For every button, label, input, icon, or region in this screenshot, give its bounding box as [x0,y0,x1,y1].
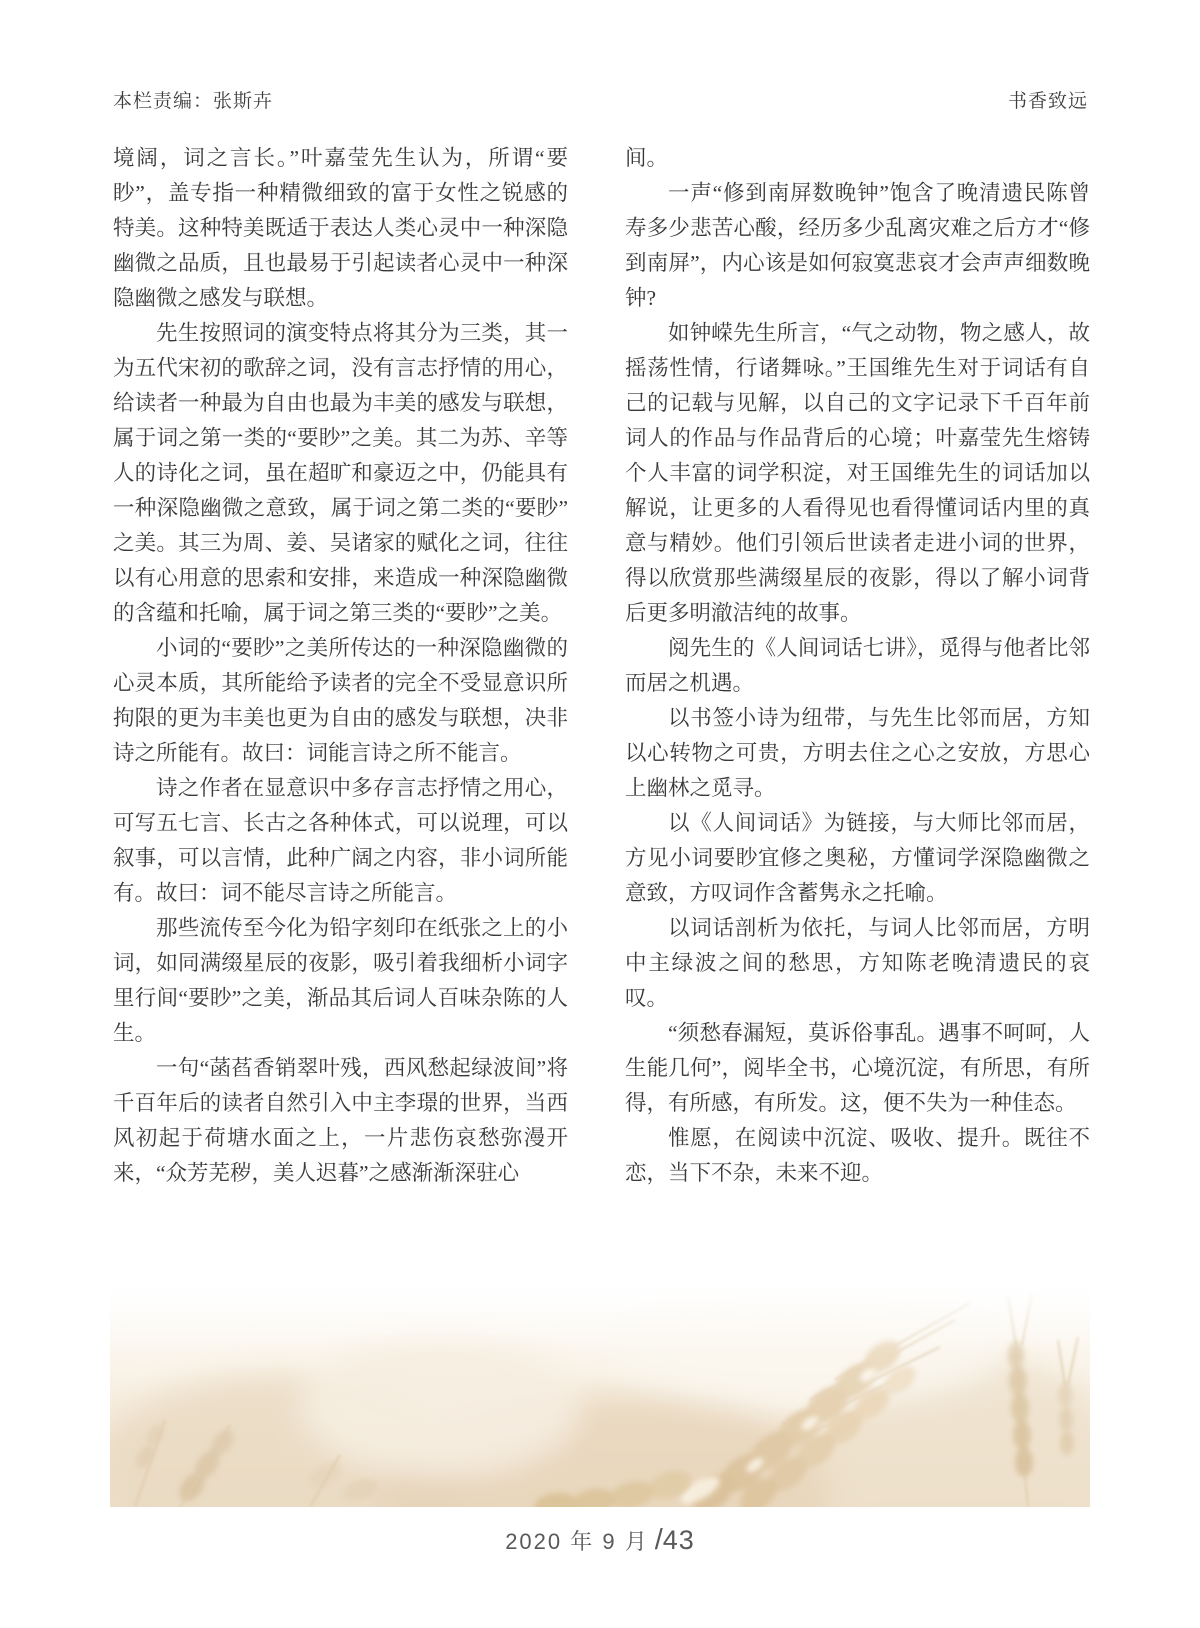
article-paragraph: 如钟嵘先生所言，“气之动物，物之感人，故摇荡性情，行诸舞咏。”王国维先生对于词话有自己的记载与见解，以自己的文字记录下千百年前词人的作品与作品背后的心境；叶嘉莹先生熔铸个人丰富的词学积淀，对王国维先生的词话加以解说，让更多的人看得见也看得懂词话内里的真意与精妙。他们引领后世读者走进小词的世界，得以欣赏那些满缀星辰的夜影，得以了解小词背后更多明澈洁纯的故事。 [625,321,1090,625]
page-number: 43 [662,1525,695,1555]
article-paragraph: 那些流传至今化为铅字刻印在纸张之上的小词，如同满缀星辰的夜影，吸引着我细析小词字里行间“要眇”之美，渐品其后词人百味杂陈的人生。 [113,916,568,1045]
article-paragraph: 以《人间词话》为链接，与大师比邻而居，方见小词要眇宜修之奥秘，方懂词学深隐幽微之意致，方叹词作含蓄隽永之托喻。 [625,811,1090,905]
left-column [113,141,568,1191]
article-body [113,141,1090,1191]
article-paragraph: “须愁春漏短，莫诉俗事乱。遇事不呵呵，人生能几何”，阅毕全书，心境沉淀，有所思，有所得，有所感，有所发。这，便不失为一种佳态。 [625,1021,1090,1115]
page-footer [0,1524,1200,1557]
article-paragraph: 一声“修到南屏数晚钟”饱含了晚清遗民陈曾寿多少悲苦心酸，经历多少乱离灾难之后方才“修到南屏”，内心该是如何寂寞悲哀才会声声细数晚钟? [625,181,1090,310]
article-paragraph: 诗之作者在显意识中多存言志抒情之用心，可写五七言、长古之各种体式，可以说理，可以叙事，可以言情，此种广阔之内容，非小词所能有。故曰：词不能尽言诗之所能言。 [113,776,568,905]
article-paragraph: 境阔，词之言长。”叶嘉莹先生认为，所谓“要眇”，盖专指一种精微细致的富于女性之锐感的特美。这种特美既适于表达人类心灵中一种深隐幽微之品质，且也最易于引起读者心灵中一种深隐幽微之感发与联想。 [113,146,568,310]
article-paragraph: 一句“菡萏香销翠叶残，西风愁起绿波间”将千百年后的读者自然引入中主李璟的世界，当西风初起于荷塘水面之上，一片悲伤哀愁弥漫开来，“众芳芜秽，美人迟暮”之感渐渐深驻心 [113,1056,568,1185]
page-header [113,86,1088,113]
article-paragraph: 以书签小诗为纽带，与先生比邻而居，方知以心转物之可贵，方明去住之心之安放，方思心上幽林之觅寻。 [625,706,1090,800]
article-paragraph: 阅先生的《人间词话七讲》，觅得与他者比邻而居之机遇。 [625,636,1090,695]
article-paragraph: 小词的“要眇”之美所传达的一种深隐幽微的心灵本质，其所能给予读者的完全不受显意识所拘限的更为丰美也更为自由的感发与联想，决非诗之所能有。故曰：词能言诗之所不能言。 [113,636,568,765]
section-title: 书香致远 [1007,91,1088,112]
wheat-photo [110,1285,1090,1507]
footer-slash: / [654,1524,663,1556]
article-paragraph: 以词话剖析为依托，与词人比邻而居，方明中主绿波之间的愁思，方知陈老晚清遗民的哀叹。 [625,916,1090,1010]
article-paragraph: 先生按照词的演变特点将其分为三类，其一为五代宋初的歌辞之词，没有言志抒情的用心，给读者一种最为自由也最为丰美的感发与联想，属于词之第一类的“要眇”之美。其二为苏、辛等人的诗化之词，虽在超旷和豪迈之中，仍能具有一种深隐幽微之意致，属于词之第二类的“要眇”之美。其三为周、姜、吴诸家的赋化之词，往往以有心用意的思索和安排，来造成一种深隐幽微的含蕴和托喻，属于词之第三类的“要眇”之美。 [113,321,568,625]
issue-date: 2020 年 9 月 [505,1529,649,1554]
article-paragraph: 惟愿，在阅读中沉淀、吸收、提升。既往不恋，当下不杂，未来不迎。 [625,1126,1090,1185]
article-paragraph: 间。 [625,146,669,170]
right-column [625,141,1090,1191]
column-editor-label: 本栏责编：张斯卉 [113,91,274,112]
